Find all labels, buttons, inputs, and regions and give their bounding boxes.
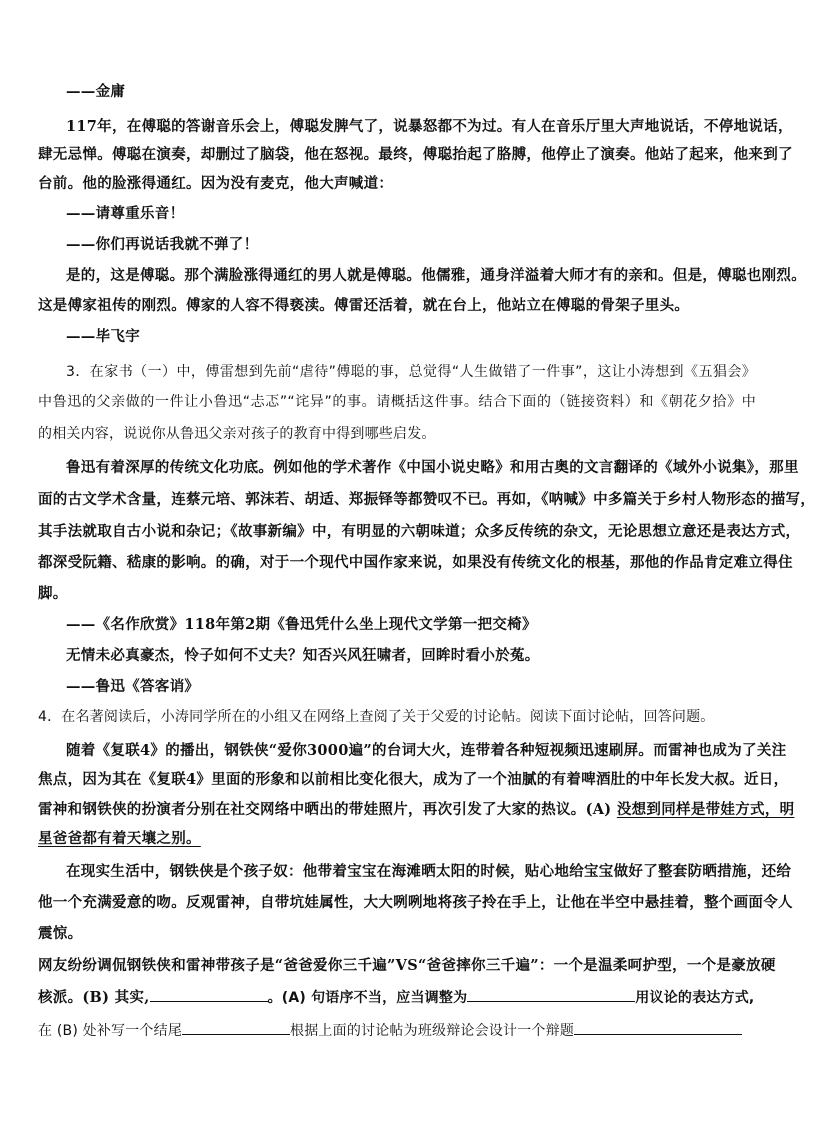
para2-line-1: 是的，这是傅聪。那个满脸涨得通红的男人就是傅聪。他儒雅，通身洋溢着大师才有的亲和。但是，傅聪也刚烈。: [66, 267, 806, 284]
q4-p2-line-1: 在现实生活中，钢铁侠是个孩子奴：他带着宝宝在海滩晒太阳的时候，贴心地给宝宝做好了整套防晒措施，还给: [66, 863, 792, 880]
link-line-2: 面的古文学术含量，连蔡元培、郭沫若、胡适、郑振铎等都赞叹不已。再如，《呐喊》中多篇关于乡村人物形态的描写，: [38, 491, 815, 508]
q4-p3-line-2-start: 核派。(B) 其实,: [38, 989, 150, 1006]
underlined-sentence-a-end: 星爸爸都有着天壤之别。: [38, 830, 201, 847]
para1-line-2: 肆无忌惮。傅聪在演奏，却删过了脑袋，他在怒视。最终，傅聪抬起了胳膊，他停止了演奏。他站了起来，他来到了: [38, 146, 793, 163]
q4-p3-line-3-mid: 根据上面的讨论帖为班级辩论会设计一个辩题: [290, 1023, 575, 1039]
q4-p3-line-3: [38, 1019, 756, 1041]
q4-p3-line-2-mid: 。(A) 句语序不当，应当调整为: [267, 990, 468, 1006]
q4-p1-line-3-text: 雷神和钢铁侠的扮演者分别在社交网络中晒出的带娃照片，再次引发了大家的热议。(A): [38, 801, 612, 818]
answer-blank-reorder[interactable]: [467, 986, 635, 1002]
poem-source: ——鲁迅《答客诮》: [66, 678, 200, 695]
quote-stop-playing: ——你们再说话我就不弹了！: [66, 236, 259, 253]
answer-blank-ending[interactable]: [182, 1019, 290, 1035]
q3-line-3: 的相关内容，说说你从鲁迅父亲对孩子的教育中得到哪些启发。: [38, 426, 436, 442]
attribution-jin-yong: ——金庸: [66, 83, 126, 100]
source-citation: ——《名作欣赏》118年第2期《鲁迅凭什么坐上现代文学第一把交椅》: [66, 616, 537, 633]
link-line-4: 都深受阮籍、嵇康的影响。的确，对于一个现代中国作家来说，如果没有传统文化的根基，那他的作品肯定难立得住: [38, 554, 793, 571]
q4-p3-line-1: 网友纷纷调侃钢铁侠和雷神带孩子是“爸爸爱你三千遍”VS“爸爸摔你三千遍”：一个是温柔呵护型，一个是豪放硬: [38, 957, 776, 974]
quote-respect-music: ——请尊重乐音！: [66, 205, 185, 222]
para1-line-1: 117年，在傅聪的答谢音乐会上，傅聪发脾气了，说暴怒都不为过。有人在音乐厅里大声地说话，不停地说话，: [66, 118, 793, 135]
link-line-5: 脚。: [38, 585, 68, 602]
q3-line-1: 3．在家书（一）中，傅雷想到先前“虐待”傅聪的事，总觉得“人生做错了一件事”，这让小涛想到《五猖会》: [66, 364, 756, 380]
underlined-sentence-a: 没想到同样是带娃方式，明: [616, 801, 795, 818]
q4-p1-line-1: 随着《复联4》的播出，钢铁侠“爱你3000遍”的台词大火，连带着各种短视频迅速刷屏。而雷神也成为了关注: [66, 742, 787, 759]
q4-p2-line-3: 震惊。: [38, 925, 83, 942]
q4-intro: 4．在名著阅读后，小涛同学所在的小组又在网络上查阅了关于父爱的讨论帖。阅读下面讨论帖，回答问题。: [38, 709, 715, 725]
q4-p3-line-2: [38, 986, 756, 1008]
q4-p2-line-2: 他一个充满爱意的吻。反观雷神，自带坑娃属性，大大咧咧地将孩子拎在手上，让他在半空中悬挂着，整个画面令人: [38, 894, 793, 911]
link-line-1: 鲁迅有着深厚的传统文化功底。例如他的学术著作《中国小说史略》和用古奥的文言翻译的《域外小说集》，那里: [66, 459, 799, 476]
para2-line-2: 这是傅家祖传的刚烈。傅家的人容不得亵渎。傅雷还活着，就在台上，他站立在傅聪的骨架子里头。: [38, 297, 690, 314]
link-line-3: 其手法就取自古小说和杂记；《故事新编》中，有明显的六朝味道；众多反传统的杂文，无论思想立意还是表达方式，: [38, 523, 801, 540]
answer-blank-b[interactable]: [150, 986, 268, 1002]
q4-p1-line-3: [38, 800, 795, 820]
para1-line-3: 台前。他的脸涨得通红。因为没有麦克，他大声喊道：: [38, 175, 394, 192]
q3-line-2: 中鲁迅的父亲做的一件让小鲁迅“忐忑”“诧异”的事。请概括这件事。结合下面的（链接资料）和《朝花夕拾》中: [38, 394, 756, 410]
attribution-bi-feiyu: ——毕飞宇: [66, 328, 140, 345]
q4-p1-line-4: [38, 829, 756, 849]
q4-p3-line-2-end: 用议论的表达方式,: [635, 990, 755, 1006]
q4-p1-line-2: 焦点，因为其在《复联4》里面的形象和以前相比变化很大，成为了一个油腻的有着啤酒肚的中年长发大叔。近日，: [38, 771, 789, 788]
q4-p3-line-3-start: 在 (B) 处补写一个结尾: [38, 1023, 183, 1039]
poem-line: 无情未必真豪杰，怜子如何不丈夫？知否兴风狂啸者，回眸时看小於菟。: [66, 647, 540, 664]
answer-blank-debate-topic[interactable]: [574, 1019, 742, 1035]
